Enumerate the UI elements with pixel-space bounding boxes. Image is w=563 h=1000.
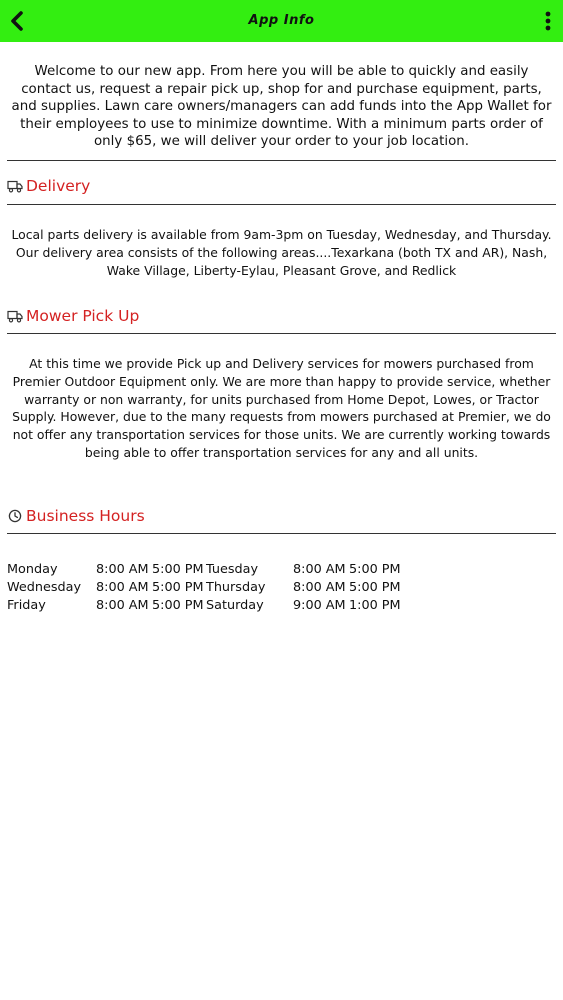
close-time: 5:00 PM [152,562,204,577]
day-label: Tuesday [206,562,259,577]
truck-icon [7,178,23,194]
section-header-delivery [7,175,90,197]
day-label: Monday [7,562,58,577]
divider [7,333,556,334]
day-label: Wednesday [7,580,82,595]
section-header-business-hours [7,505,145,527]
close-time: 5:00 PM [349,580,401,595]
section-title: Delivery [26,177,91,195]
intro-text: Welcome to our new app. From here you will be able to quickly and easily contact us, request a repair pick up, shop for and purchase equipment, parts, and supplies. Lawn care owners/managers can add funds into the App Wallet for their employees to use to minimize downtime. With a minimum parts order of only $65, we will deliver your order to your job location. [11,64,552,150]
open-time: 8:00 AM [293,580,346,595]
overflow-menu-button[interactable] [539,6,557,36]
open-time: 9:00 AM [293,598,346,613]
page-title: App Info [248,13,315,28]
close-time: 5:00 PM [349,562,401,577]
day-label: Thursday [206,580,266,595]
truck-icon [7,308,23,324]
close-time: 1:00 PM [349,598,401,613]
top-app-bar [0,0,563,42]
open-time: 8:00 AM [96,580,149,595]
section-title: Mower Pick Up [26,307,140,325]
mower-pick-up-text: At this time we provide Pick up and Delivery services for mowers purchased from Premier Outdoor Equipment only. We are more than happy to provide service, whether warranty or non warranty, for units purchased from Home Depot, Lowes, or Tractor Supply. However, due to the many requests from mowers purchased at Premier, we do not offer any transportation services for those units. We are currently working towards being able to offer transportation services for any and all units. [12,356,551,460]
section-title: Business Hours [26,507,145,525]
open-time: 8:00 AM [96,598,149,613]
open-time: 8:00 AM [96,562,149,577]
delivery-text: Local parts delivery is available from 9am-3pm on Tuesday, Wednesday, and Thursday. Our delivery area consists of the following areas....Texarkana (both TX and AR), Nash, Wake Village, Liberty-Eylau, Pleasant Grove, and Redlick [11,227,552,278]
divider [7,160,556,161]
close-time: 5:00 PM [152,598,204,613]
open-time: 8:00 AM [293,562,346,577]
day-label: Friday [7,598,46,613]
business-hours-table [7,561,547,615]
hours-row [7,579,547,597]
hours-row [7,597,547,615]
hours-row [7,561,547,579]
vertical-dots-icon [545,11,551,31]
day-label: Saturday [206,598,264,613]
clock-icon [7,508,23,524]
section-header-mower-pick-up [7,305,139,327]
close-time: 5:00 PM [152,580,204,595]
divider [7,533,556,534]
divider [7,204,556,205]
